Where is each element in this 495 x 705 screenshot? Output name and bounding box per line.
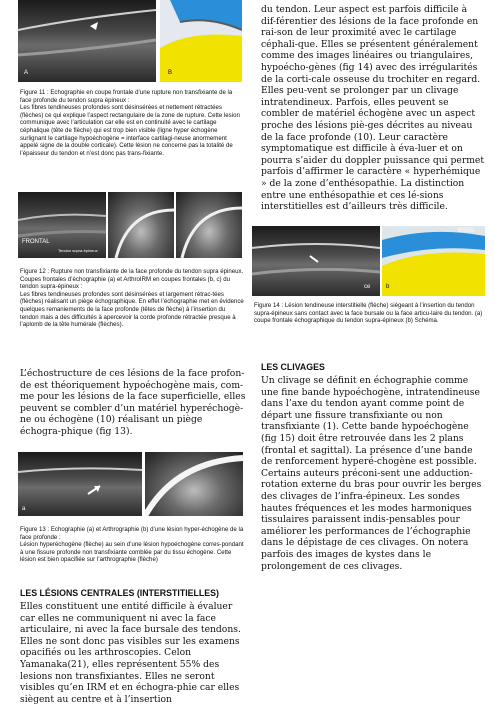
fig14-label-ce: ce bbox=[364, 284, 371, 290]
fig11-label-b: B bbox=[168, 70, 173, 76]
fig13-caption-title: Figure 13 : Echographie (a) et Arthrographie (b) d’une lésion hyper-échogène de la face profonde : bbox=[20, 526, 244, 541]
fig11-ultrasound-image bbox=[18, 0, 156, 82]
fig14-label-b: b bbox=[386, 284, 390, 290]
fig14-caption: Figure 14 : Lésion tendineuse interstitielle (flèche) siégeant à l’insertion du tendon supra-épineux sans contact avec la face bursale ou la face articu-laire du tendon. (a) coupe frontale échographique du tendon supra-épineux (b) Schéma. bbox=[254, 302, 483, 325]
fig13-ultrasound-overlay bbox=[18, 452, 142, 516]
para-lesions-centrales: Elles constituent une entité difficile à évaluer car elles ne communiquent ni avec la face articulaire, ni avec la face bursale des tendons. Elles ne sont donc pas visibles sur les examens opacifiés ou les arthroscopies. Celon Yamanaka(21), elles représentent 55% des lesions non transfixiantes. Elles ne seront visibles qu’en IRM et en échogra-phie car elles siègent au centre et à l’insertion bbox=[20, 601, 241, 705]
fig12-label-frontal: FRONTAL bbox=[22, 239, 50, 245]
fig11-caption-title: Figure 11 : Echographie en coupe frontale d’une rupture non transfixiante de la face profonde du tendon supra épineux : bbox=[20, 89, 233, 104]
fig13-label-b: b bbox=[149, 506, 153, 512]
fig13-caption bbox=[20, 526, 244, 564]
fig11-caption-body: Les fibres tendineuses profondes sont désinsérées et nettement rétractées (flèches) ce qui explique l’aspect rectangulaire de la zone de rupture. Cette lesion communique avec l’articulation car elle est en continuité avec le cartilage céphalique (tête de flèche) qui est trop bien visible (ligne hyper échogène surlignant le cartilage hypoéchogène = interface cartilagi-neuse anormement appelé signe de la double corticale). Cette lésion ne concerne pas la totalité de l’épaisseur du tendon et n’est donc pas trans-fixiante. bbox=[20, 104, 240, 157]
fig12-mri-c-svg bbox=[176, 192, 242, 258]
fig12-caption-title: Figure 12 : Rupture non transfixiante de la face profonde du tendon supra épineux. Coupes frontales d’échographie (a) et ArthroIRM en coupes frontales (b, c) du tendon supra-épineux : bbox=[20, 268, 244, 291]
fig11-caption bbox=[20, 89, 244, 157]
fig11-label-a: A bbox=[24, 70, 29, 76]
fig13-arthrography-svg bbox=[145, 452, 243, 516]
fig12-caption bbox=[20, 268, 244, 329]
fig14-label-bssd: BSSD bbox=[458, 228, 475, 234]
fig13-label-a: a bbox=[22, 506, 26, 512]
para-clivages: Un clivage se définit en échographie comme une fine bande hypoéchogène, intratendineuse dans l’axe du tendon ayant comme point de départ une fissure transfixiante ou non transfixiante (1). Cette bande hypoéchogène (fig 15) doit être retrouvée dans les 2 plans (frontal et sagittal). La présence d’une bande de renforcement hyperé-chogène est possible. Certains auteurs préconi-sent une adduction-rotation externe du bras pour ouvrir les berges des clivages de l’infra-épineux. Les sondes hautes fréquences et les modes harmoniques tissulaires paraissent indis-pensables pour améliorer les performances de l’échographie dans le dépistage de ces clivages. On notera parfois des images de kystes dans le prolongement de ces clivages. bbox=[261, 375, 482, 572]
heading-lesions-centrales: LES LÉSIONS CENTRALES (INTERSTITIELLES) bbox=[20, 588, 219, 598]
fig14-ultrasound-image bbox=[252, 226, 380, 296]
fig13-arthrography-image bbox=[145, 452, 243, 516]
para-right-top: du tendon. Leur aspect est parfois difficile à dif-férentier des lésions de la face profonde en rai-son de leur proximité avec le cartilage céphali-que. Elles se présentent généralement comme des images linéaires ou triangulaires, hypoécho-gènes (fig 14) avec des irrégularités de la corti-cale osseuse du trochiter en regard. Elles peu-vent se prolonger par un clivage intratendineux. Parfois, elles peuvent se combler de matériel échogène avec un aspect proche des lésions piè-ges décrites au niveau de la face profonde (10). Leur caractère symptomatique est difficile à éva-luer et on pourra s’aider du doppler puissance qui permet parfois d’affirmer le caractère « hyperhémique » de la zone d’enthésopathie. La distinction entre une enthésopathie et ces lé-sions interstitielles est d’ailleurs très difficile. bbox=[261, 4, 485, 213]
fig14-diagram-svg bbox=[382, 226, 485, 296]
fig11-diagram-svg bbox=[160, 0, 242, 82]
para-echostructure: L’échostructure de ces lésions de la face profon-de est théoriquement hypoéchogène mais, com-me pour les lésions de la face superficielle, elles peuvent se combler d’un matériel hyperéchogè-ne ou échogène (10) réalisant un piège échogra-phique (fig 13). bbox=[20, 368, 246, 437]
fig12-arthro-mri-c bbox=[176, 192, 242, 258]
fig13-ultrasound-image bbox=[18, 452, 142, 516]
fig11-diagram bbox=[160, 0, 242, 82]
fig13-caption-body: Lésion hyperéchogène (flèche) au sein d’une lésion hypoéchogène corres-pondant à une fissure profonde non transfixiante comblée par du tissu échogène. Cette lésion est bien opacifiée sur l’arthrographie (flèche) bbox=[20, 541, 244, 564]
fig14-diagram bbox=[382, 226, 485, 296]
fig12-mri-b-svg bbox=[108, 192, 174, 258]
fig11-ultrasound-overlay bbox=[18, 0, 156, 82]
fig12-ultrasound-image bbox=[18, 192, 106, 258]
heading-clivages: LES CLIVAGES bbox=[261, 362, 325, 372]
fig12-caption-body: Les fibres tendineuses profondes sont désinsérées et largement rétrac-tées (flèches) réalisant un piège échographique. En effet l’échographie met en évidence quelques remaniements de la face profonde (têtes de flèche) à l’insertion du tendon mais a des difficultés à apercevoir la corde profonde rétractée presque à l’aplomb de la tête humérale (flèches). bbox=[20, 290, 244, 329]
fig12-label-supra: Tendon supra-épineux bbox=[58, 248, 98, 253]
fig14-ultrasound-overlay bbox=[252, 226, 380, 296]
fig12-arthro-mri-b bbox=[108, 192, 174, 258]
